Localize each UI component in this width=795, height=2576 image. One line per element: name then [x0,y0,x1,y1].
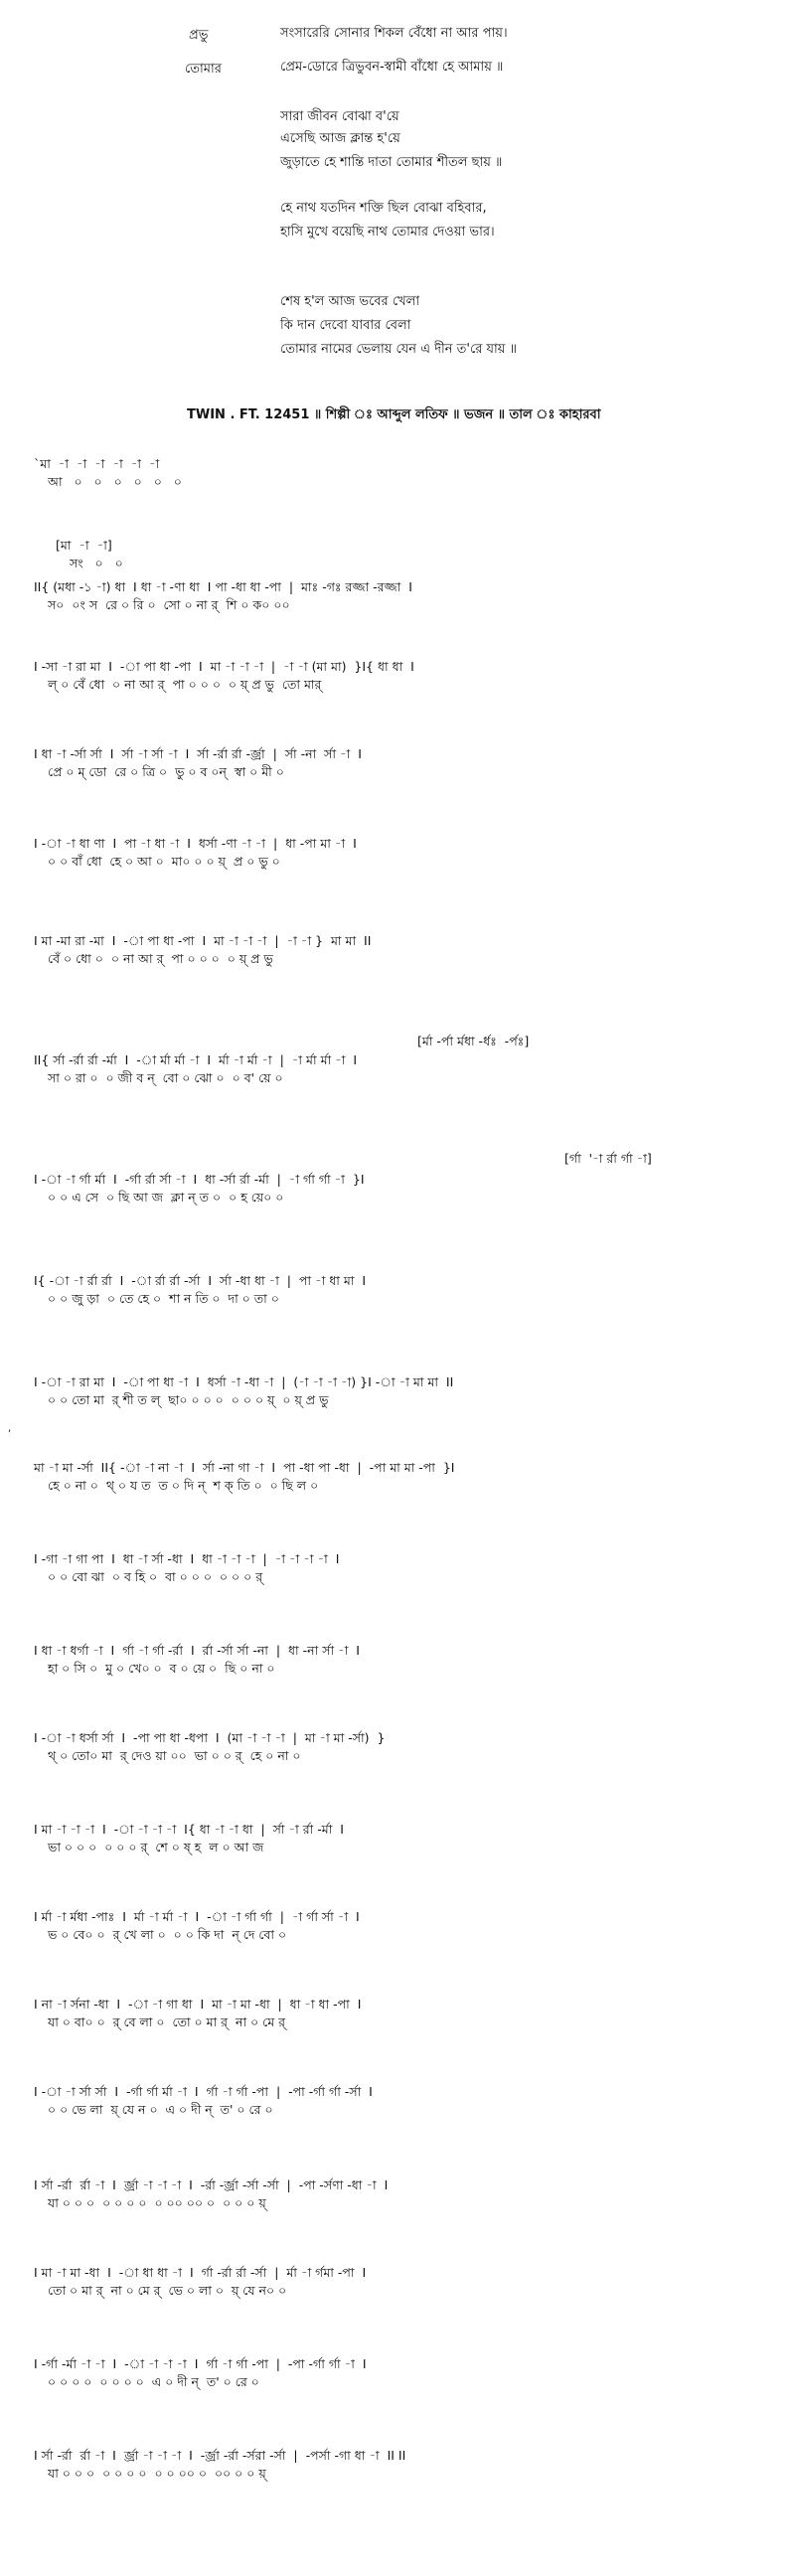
notation-row [34,1171,769,1207]
bol-line: সা ০ রা ০ ০ জী ব ন্ বো ০ ঝো ০ ০ ব' য়ে ০ [48,1070,283,1085]
bol-line: ভ ০ বে০ ০ র্ খে লা ০ ০ ০ কি দা ন্ দে বো ০ [48,1927,287,1942]
lyric-label-1: প্রভু [189,28,209,43]
swar-line: I না -া র্সনা -ধা I -া -া গা ধা I মা -া মা -ধা | ধা -া ধা -পা I [34,1997,362,2012]
bol-line: ০ ০ ভে লা য়্ যে ন ০ এ ০ দী ন্ ত' ০ রে ০ [48,2102,273,2117]
bol-line: যা ০ ০ ০ ০ ০ ০ ০ ০ ০ ০০ ০ ০০ ০ ০ য়্ [48,2466,266,2481]
swar-line: II{ (মধা -১ -া) ধা I ধা -া -ণা ধা I পা -ধা ধা -পা | মাঃ -গঃ রজ্জা -রজ্জা I [34,579,412,594]
notation-row [34,1459,769,1495]
bol-line: ০ ০ জু ড়া ০ তে হে ০ শা ন তি ০ দা ০ তা ০ [48,1291,279,1306]
lyric-line: প্রেম-ডোরে ত্রিভুবন-স্বামী বাঁধো হে আমায় ॥ [280,60,504,75]
swar-line: [মা -া -া] [56,538,112,553]
swar-line: I -া -া রা মা I -া পা ধা -া I ধর্সা -া -ধা -া | (-া -া -া -া) }I -া -া মা মা II [34,1374,454,1389]
notation-row [34,835,769,871]
bol-line: সং ০ ০ [70,556,123,570]
swar-line: I -া -া র্গা র্মা I -র্গা র্রা র্সা -া I ধা -র্সা র্রা -র্মা | -া র্গা র্গা -া }I [34,1172,365,1187]
bol-line: ল্ ০ বেঁ ধো ০ না আ র্ পা ০ ০ ০ ০ য়্ প্র ভু তো মার্ [48,677,322,692]
lyric-label-2: তোমার [185,62,222,77]
notation-row [34,455,769,491]
bol-line: ০ ০ এ সে ০ ছি আ জ ক্লা ন্ ত ০ ০ হ য়ে০ ০ [48,1190,284,1205]
notation-row [34,2355,769,2391]
notation-row [34,1908,769,1944]
lyric-line: হে নাথ যতদিন শক্তি ছিল বোঝা বহিবার, [280,201,487,216]
swar-line: I মা -মা রা -মা I -া পা ধা -পা I মা -া -া -া | -া -া } মা মা II [34,933,372,948]
swar-line: `মা -া -া -া -া -া -া [34,456,160,471]
notation-row [34,1821,769,1856]
swar-line: I -া -া ধর্সা র্সা I -পা পা ধা -ধপা I (মা -া -া -া | মা -া মা -র্সা) } [34,1730,386,1745]
notation-row [34,1642,769,1678]
notation-row [34,745,769,781]
lyric-line: জুড়াতে হে শান্তি দাতা তোমার শীতল ছায় ॥ [280,155,503,170]
swar-line: I র্মা -া র্মধা -পাঃ I র্মা -া র্মা -া I -া -া র্গা র্গা | -া র্গা র্সা -া I [34,1909,360,1924]
overlay-mark: [র্মা -র্পা র্মধা -র্ধঃ -র্পঃ] [417,1034,530,1048]
swar-line: I মা -া মা -ধা I -া ধা ধা -া I র্গা -র্রা র্রা -র্সা | র্মা -া র্গমা -পা I [34,2265,367,2280]
record-header [187,405,601,426]
stray-mark: , [8,1423,12,1434]
swar-line: I -া -া ধা ণা I পা -া ধা -া I ধর্সা -ণা -া -া | ধা -পা মা -া I [34,836,357,851]
swar-line: I ধা -া -র্সা র্সা I র্সা -া র্সা -া I র্সা -র্রা র্রা -র্জ্রা | র্সা -না র্সা -া I [34,746,362,761]
lyric-line: হাসি মুখে বয়েছি নাথ তোমার দেওয়া ভার। [280,225,495,240]
swar-line: I র্সা -র্রা র্রা -া I র্জ্রা -া -া -া I -র্জ্রা -র্রা -র্সরা -র্সা | -পর্সা -গা ধা -া II II [34,2448,406,2463]
swar-line: I ধা -া ধর্গা -া I র্গা -া র্গা -র্রা I র্রা -র্সা র্সা -না | ধা -না র্সা -া I [34,1643,360,1658]
record-number: TWIN . FT. 12451 ॥ [187,407,322,422]
swar-line: I -র্গা -র্মা -া -া I -া -া -া -া I র্গা -া র্গা -পা | -পা -র্গা র্গা -া I [34,2356,367,2371]
swar-line: I -গা -া গা পা I ধা -া র্সা -ধা I ধা -া -া -া | -া -া -া -া I [34,1551,340,1566]
bol-line: ০ ০ বো ঝা ০ ব হি ০ বা ০ ০ ০ ০ ০ ০ র্ [48,1569,263,1584]
notation-row [34,658,769,694]
notation-row [34,1373,769,1409]
bol-line: যা ০ ০ ০ ০ ০ ০ ০ ০ ০০ ০০ ০ ০ ০ ০ য়্ [48,2195,266,2210]
swar-line: I র্সা -র্রা র্রা -া I র্জ্রা -া -া -া I -র্রা -র্জ্রা -র্সা -র্সা | -পা -র্সণা -ধা -া I [34,2177,389,2192]
bol-line: ০ ০ তো মা র্ শী ত ল্ ছা০ ০ ০ ০ ০ ০ ০ য়্ ০ য়্ প্র ভু [48,1392,329,1407]
notation-row [34,1729,769,1765]
swar-line: I -সা -া রা মা I -া পা ধা -পা I মা -া -া -া | -া -া (মা মা) }I{ ধা ধা I [34,659,414,674]
notation-row [34,1550,769,1586]
lyric-line: সারা জীবন বোঝা ব'য়ে [280,109,399,124]
notation-row [34,2176,769,2212]
bol-line: আ ০ ০ ০ ০ ০ ০ [48,474,182,489]
overlay-mark: [র্গা '-া র্রা র্গা -া] [564,1151,652,1166]
swar-line: I -া -া র্সা র্সা I -র্গা র্গা র্মা -া I র্গা -া র্গা -পা | -পা -র্গা র্গা -র্সা I [34,2084,373,2099]
notation-row [34,1051,769,1087]
swar-line: I মা -া -া -া I -া -া -া -া I{ ধা -া -া ধা | র্সা -া র্রা -র্মা I [34,1822,344,1837]
bol-line: হা ০ সি ০ মু ০ খে০ ০ ব ০ য়ে ০ ছি ০ না ০ [48,1661,275,1676]
bol-line: হে ০ না ০ থ্ ০ য ত ত ০ দি ন্ শ ক্ তি ০ ০ ছি ল ০ [48,1478,319,1493]
notation-row [34,932,769,968]
notation-row [34,1996,769,2031]
lyric-line: সংসারেরি সোনার শিকল বেঁধো না আর পায়। [280,26,508,41]
bol-line: ০ ০ ০ ০ ০ ০ ০ ০ এ ০ দী ন্ ত' ০ রে ০ [48,2374,259,2389]
notation-row [34,1272,769,1308]
bol-line: বেঁ ০ ধো ০ ০ না আ র্ পা ০ ০ ০ ০ য়্ প্র ভু [48,951,273,966]
notation-row [34,578,769,614]
lyric-line: এসেছি আজ ক্লান্ত হ'য়ে [280,131,400,146]
bol-line: ০ ০ বাঁ ধো হে ০ আ ০ মা০ ০ ০ য়্ প্র ০ ভু ০ [48,854,280,869]
bol-line: তো ০ মা র্ না ০ মে র্ ভে ০ লা ০ য়্ যে ন০ ০ [48,2283,287,2298]
notation-row [34,537,769,572]
artist-info: শিল্পী ঃ আব্দুল লতিফ ॥ ভজন ॥ তাল ঃ কাহারবা [325,407,601,422]
notation-row [34,2264,769,2300]
notation-row [34,2447,769,2483]
lyric-line: তোমার নামের ভেলায় যেন এ দীন ত'রে যায় ॥ [280,342,517,357]
bol-line: প্রে ০ ম্ ডো রে ০ ত্রি ০ ভু ০ ব ০ন্ স্বা ০ মী ০ [48,764,284,779]
lyric-line: কি দান দেবো যাবার বেলা [280,318,411,333]
bol-line: থ্ ০ তো০ মা র্ দেও য়া ০০ ভা ০ ০ র্ হে ০ না ০ [48,1748,301,1763]
bol-line: স০ ০ং স রে ০ রি ০ সো ০ না র্ শি ০ ক০ ০০ [48,597,290,612]
notation-row [34,2083,769,2119]
swar-line: II{ র্সা -র্রা র্রা -র্মা I -া র্মা র্মা -া I র্মা -া র্মা -া | -া র্মা র্মা -া I [34,1052,358,1067]
lyric-line: শেষ হ'ল আজ ভবের খেলা [280,294,420,309]
swar-line: মা -া মা -র্সা II{ -া -া না -া I র্সা -না গা -া I পা -ধা পা -ধা | -পা মা মা -পা }I [34,1460,455,1475]
bol-line: যা ০ বা০ ০ র্ বে লা ০ তো ০ মা র্ না ০ মে র্ [48,2014,286,2029]
swar-line: I{ -া -া র্রা র্রা I -া র্রা র্রা -র্সা I র্সা -ধা ধা -া | পা -া ধা মা I [34,1273,367,1288]
bol-line: ভা ০ ০ ০ ০ ০ ০ র্ শে ০ ষ্ হ ল ০ আ জ [48,1840,264,1854]
